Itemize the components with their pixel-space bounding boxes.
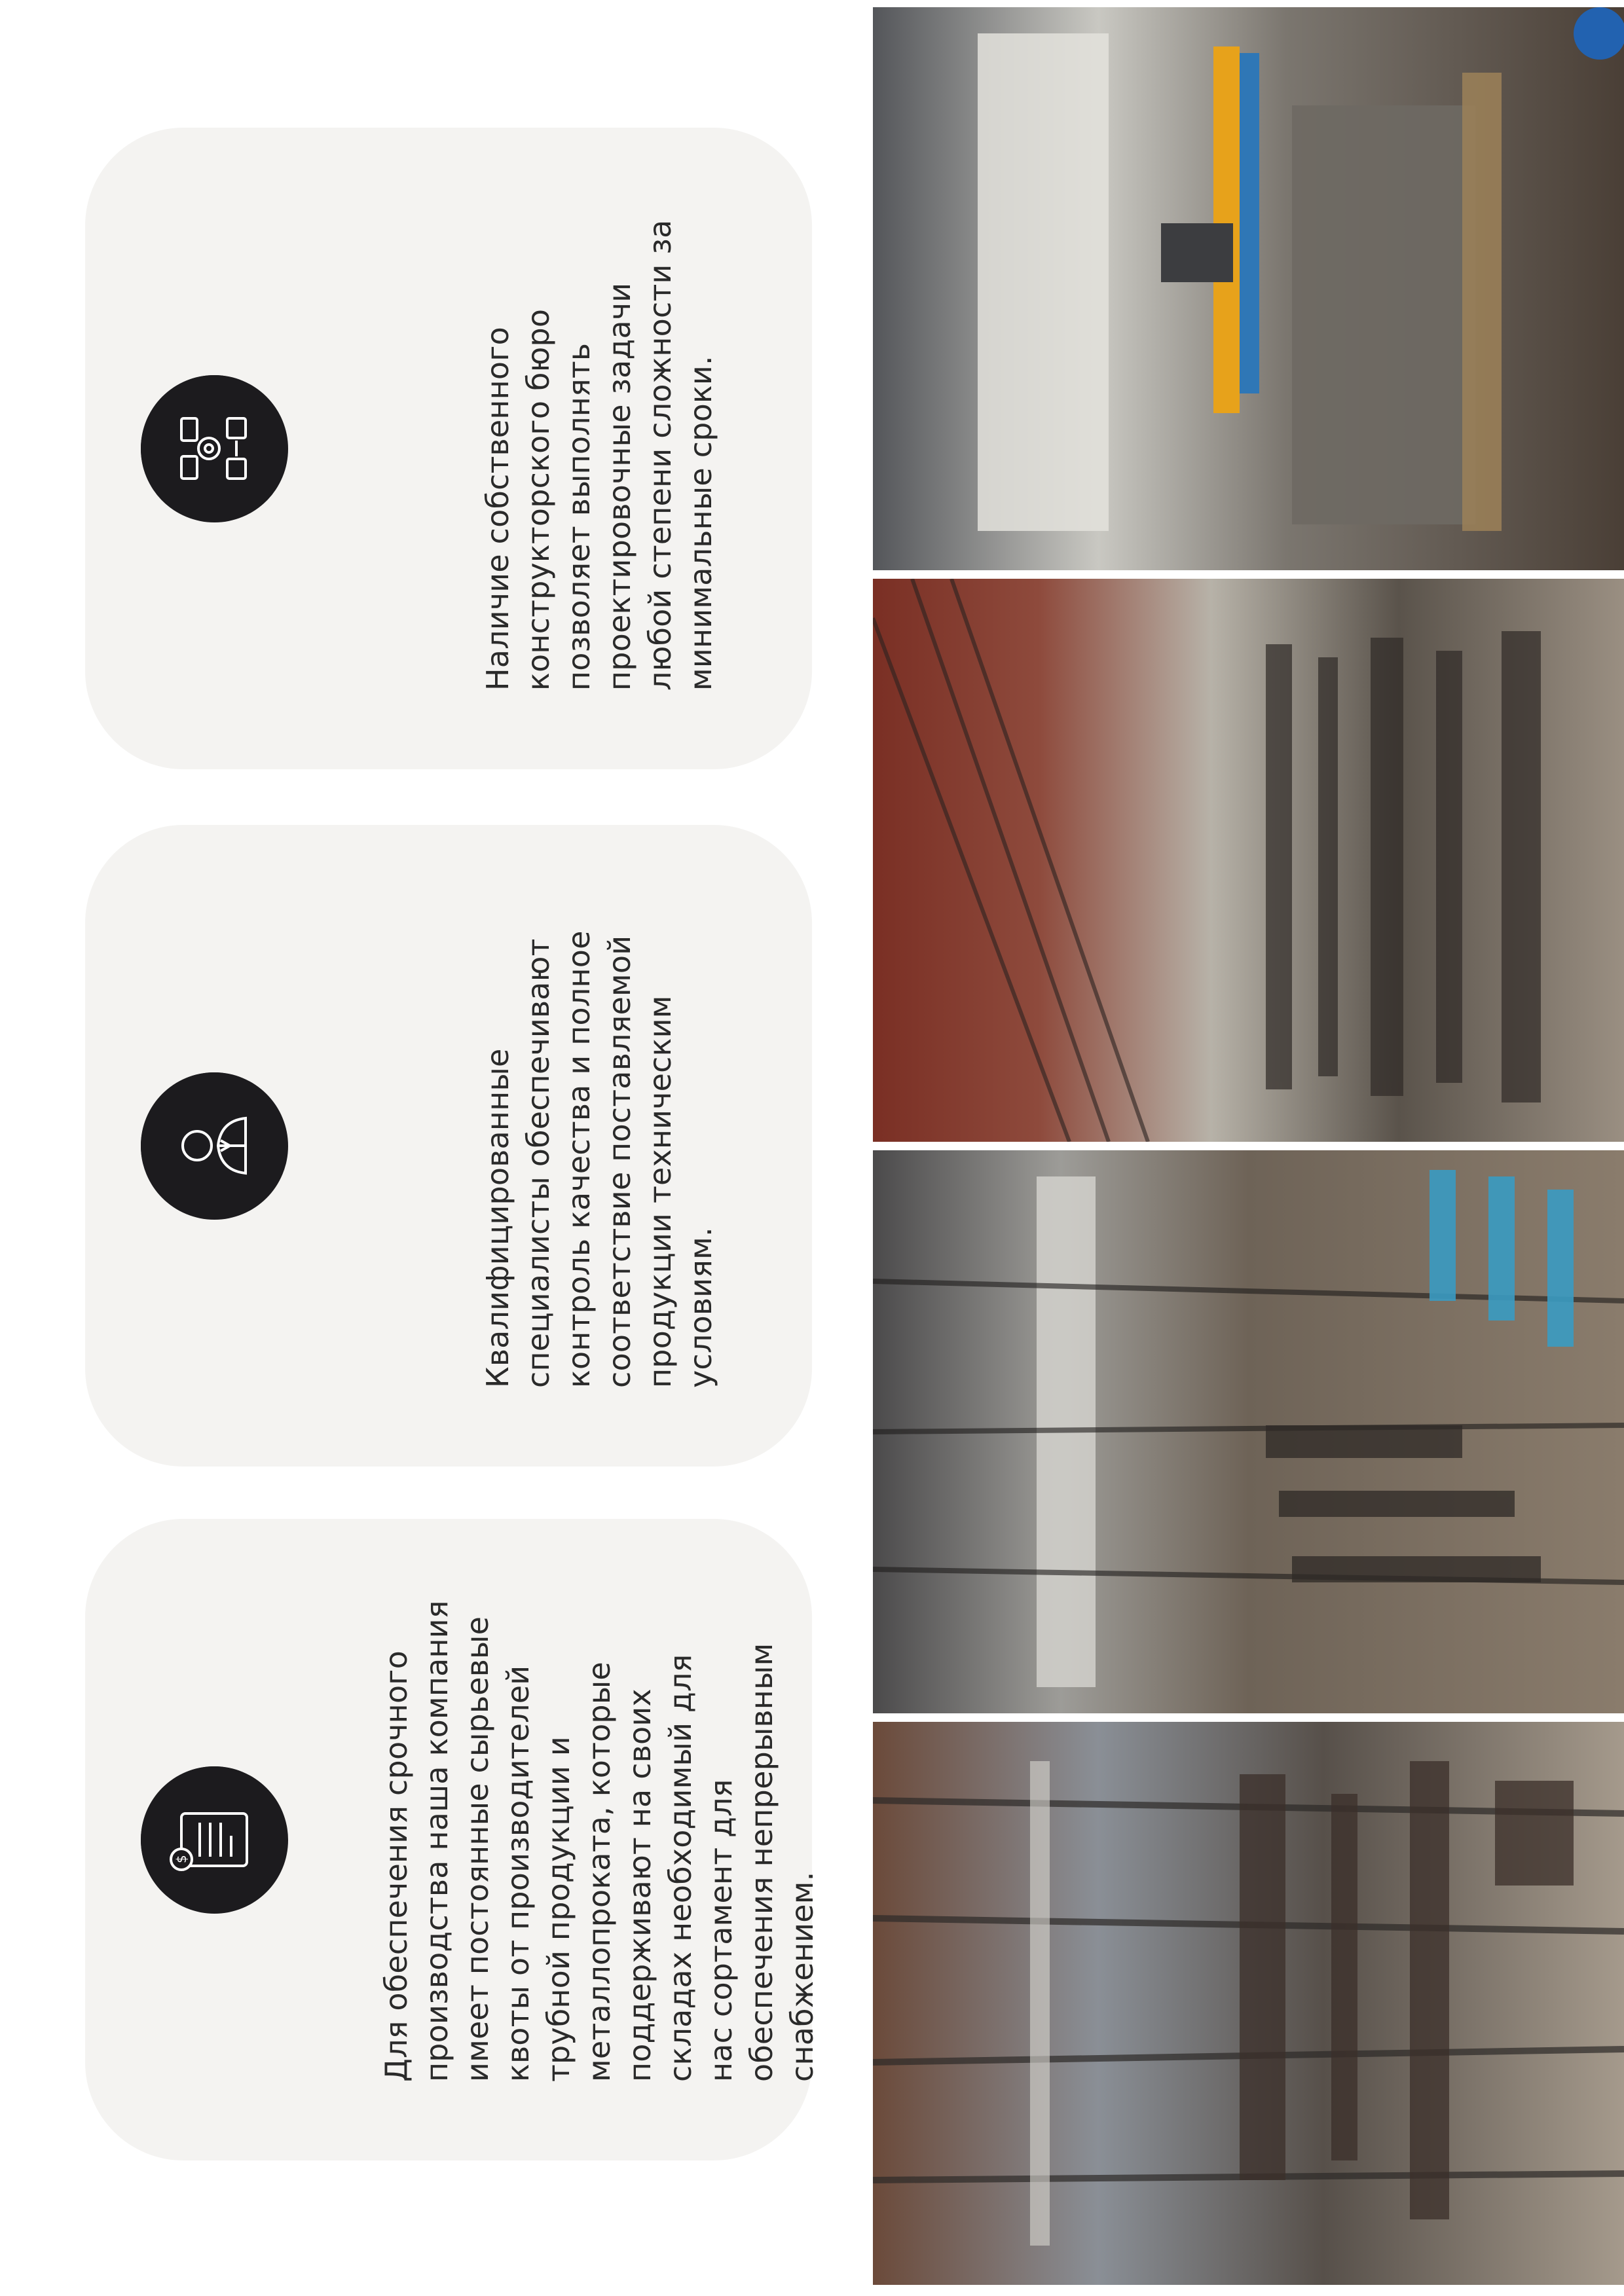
invoice-document-icon — [141, 1766, 288, 1914]
info-card-quality — [85, 825, 812, 1467]
workshop-hall-photo — [873, 1722, 1624, 2285]
card-text: Для обеспечения срочного производства наша компания имеет постоянные сырьевые квоты от производителей трубной продукции и металлопроката, которые поддерживают на своих складах необходимый для нас сортамент для обеспечения непрерывным снабжением. — [378, 1600, 820, 2082]
info-card-design-bureau — [85, 128, 812, 769]
steel-storage-photo — [873, 579, 1624, 1142]
card-text: Квалифицированные специалисты обеспечивают контроль качества и полное соответствие поставляемой продукции техническим условиям. — [480, 930, 718, 1388]
svg-text:$: $ — [174, 1855, 189, 1863]
card-text: Наличие собственного конструкторского бюро позволяет выполнять проектировочные задачи любой степени сложности за минимальные сроки. — [480, 219, 718, 691]
engineering-design-icon — [141, 375, 288, 522]
assembly-area-photo — [873, 1150, 1624, 1713]
info-card-supply — [85, 1519, 820, 2160]
cutting-machine-photo — [873, 7, 1624, 570]
specialist-person-icon — [141, 1072, 288, 1220]
